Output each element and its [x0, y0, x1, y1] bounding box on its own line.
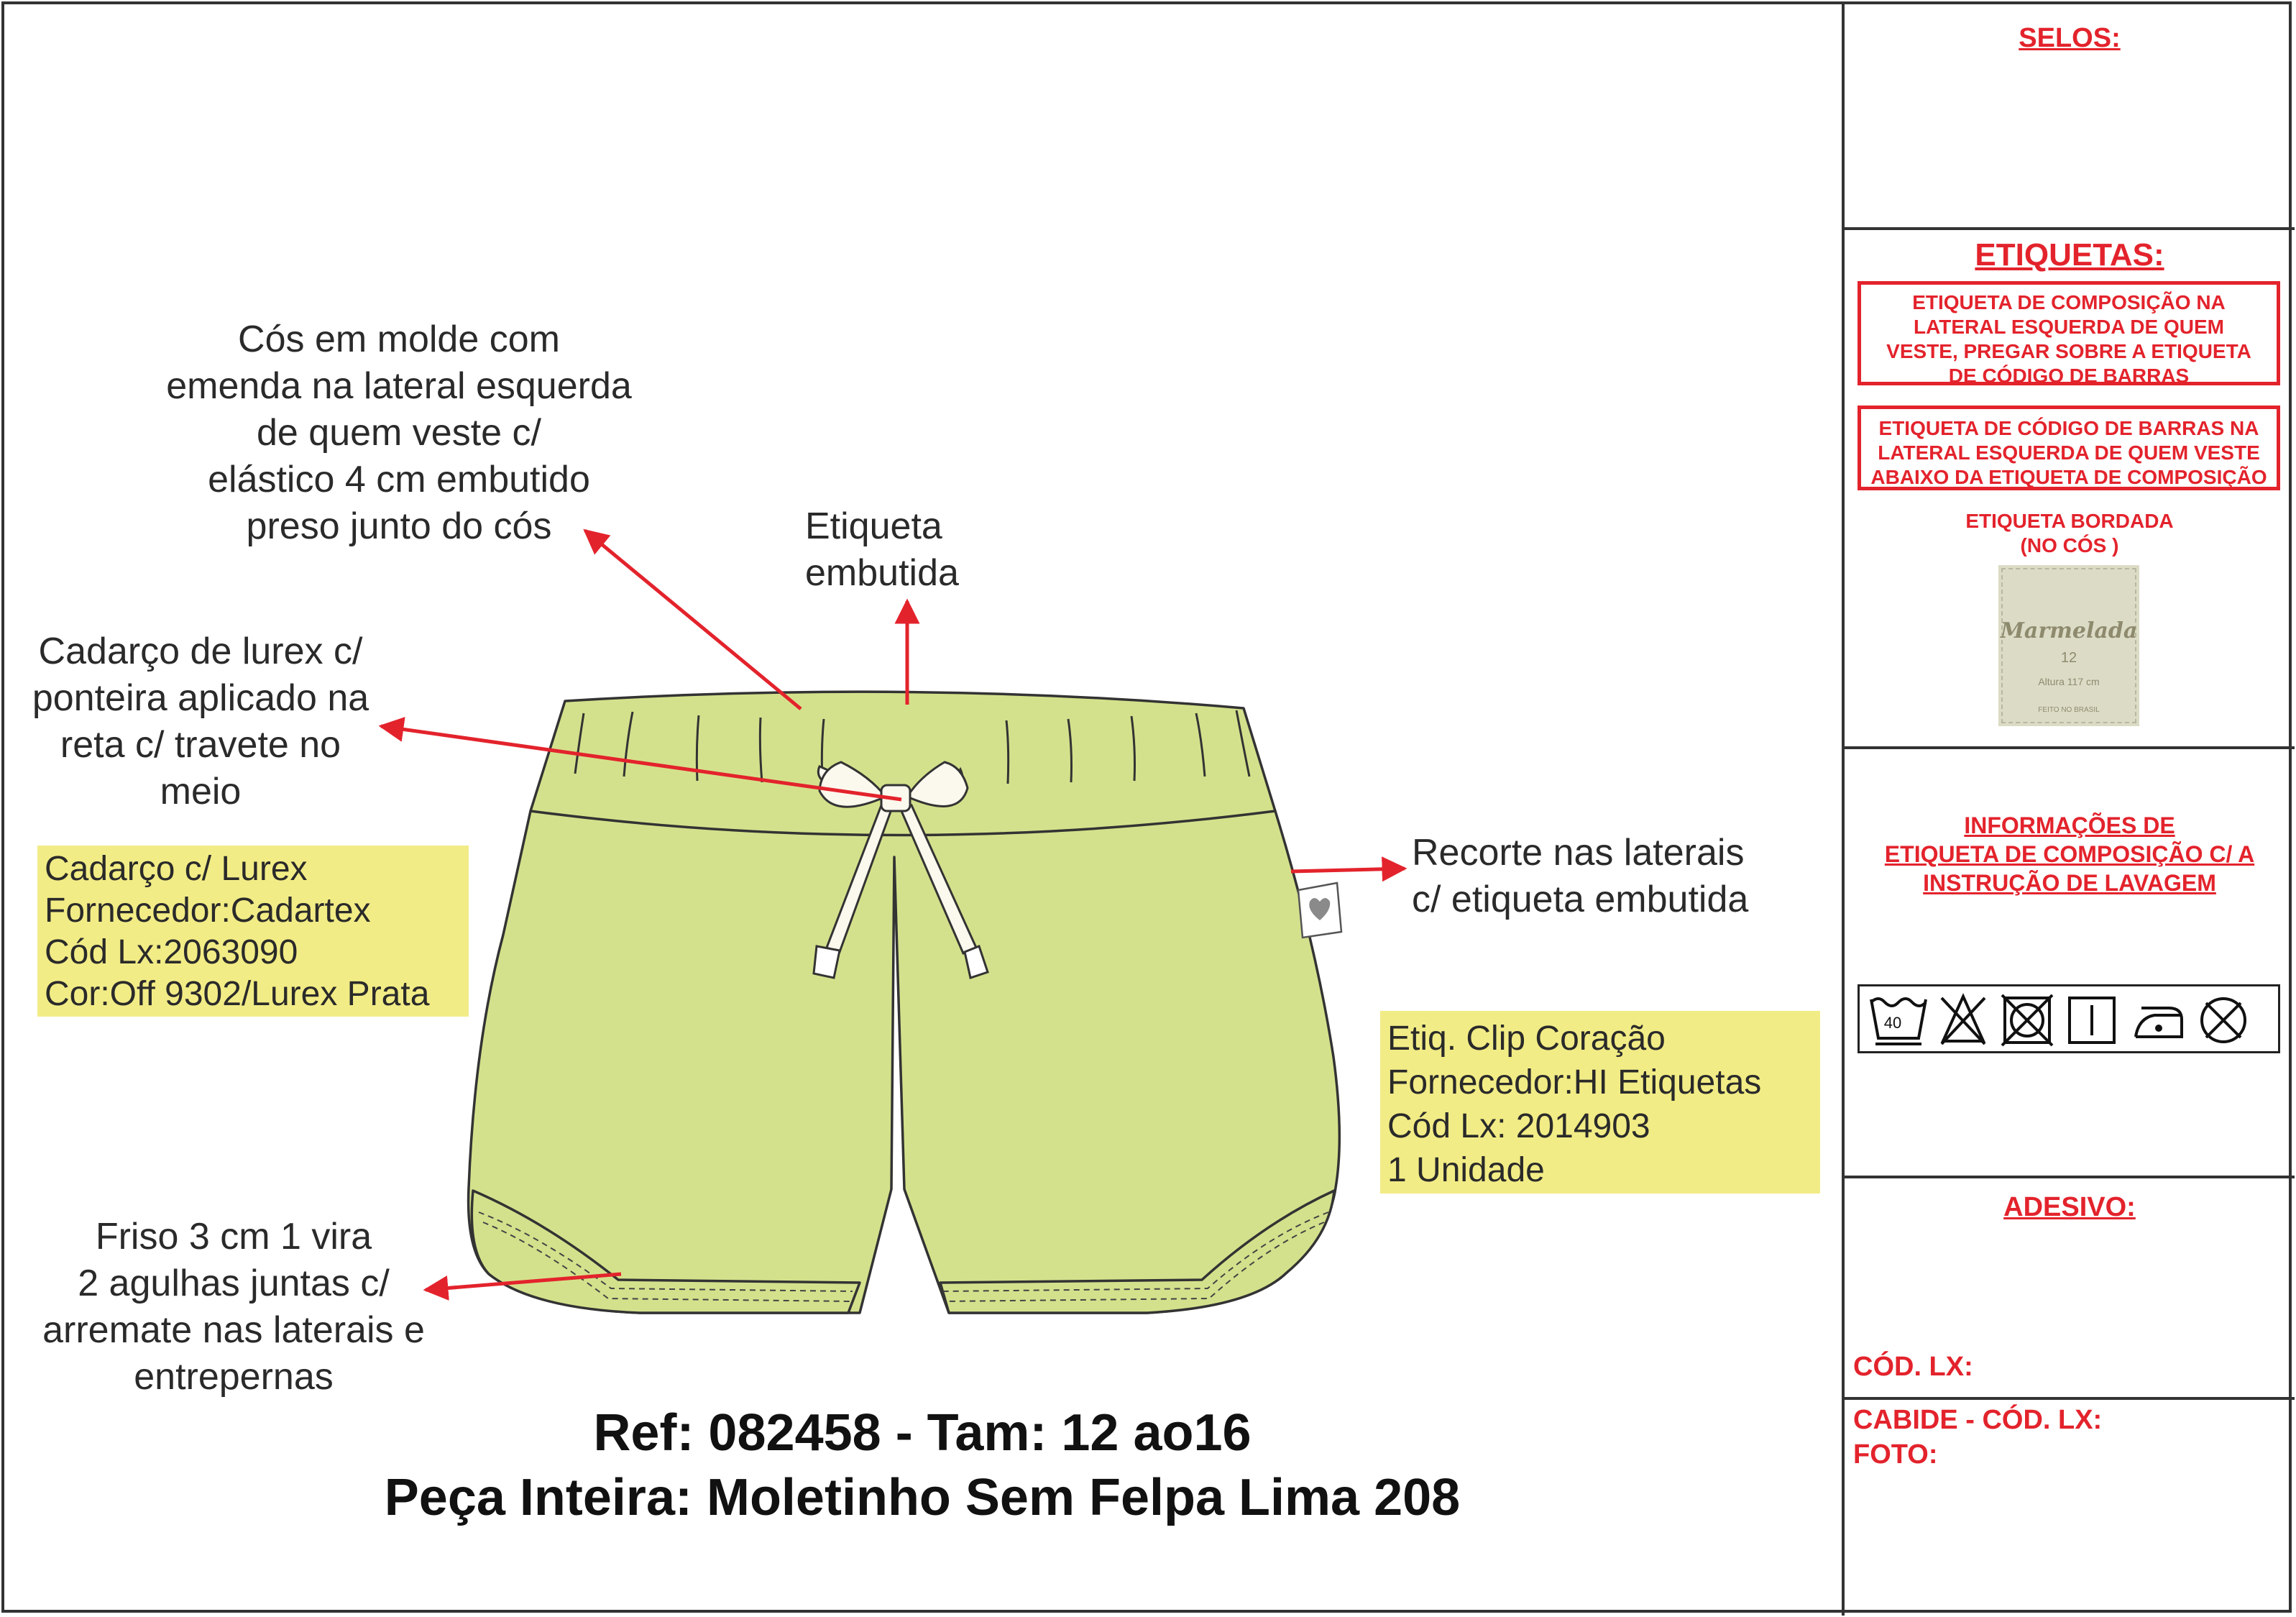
foto-label: FOTO: [1853, 1439, 1938, 1470]
callout-line: Recorte nas laterais [1412, 832, 1745, 874]
shorts-body [469, 811, 1340, 1313]
cabide-label: CABIDE - CÓD. LX: [1853, 1405, 2103, 1435]
barcode-label-box: ETIQUETA DE CÓDIGO DE BARRAS NA LATERAL ESQUERDA DE QUEM VESTE ABAIXO DA ETIQUETA DE COMPOSIÇÃO [1858, 406, 2280, 490]
callout-waistband [129, 316, 669, 550]
callout-hem [7, 1214, 460, 1401]
callout-line: c/ etiqueta embutida [1412, 879, 1749, 920]
callout-line: de quem veste c/ [257, 412, 541, 454]
wash-temperature: 40 [1883, 1014, 1902, 1032]
info-line: 1 Unidade [1387, 1151, 1545, 1189]
label-size: 12 [2060, 650, 2077, 666]
callout-line: preso junto do cós [246, 505, 552, 547]
wash-info-line1: INFORMAÇÕES DE [1964, 812, 2175, 838]
callout-line: ponteira aplicado na [32, 677, 369, 719]
info-line: Fornecedor:HI Etiquetas [1387, 1063, 1762, 1101]
callout-line: Etiqueta [805, 505, 942, 547]
arrow-waistband [585, 531, 801, 709]
info-line: Cód Lx:2063090 [45, 933, 298, 971]
callout-line: Cós em molde com [238, 319, 560, 360]
embroidered-label-line2: (NO CÓS ) [2020, 534, 2119, 556]
info-line: Fornecedor:Cadartex [45, 892, 371, 930]
lurex-info-box [37, 846, 469, 1017]
wash-info-line3: INSTRUÇÃO DE LAVAGEM [1923, 870, 2216, 896]
label-brand: Marmelada [2000, 618, 2138, 643]
info-line: Cadarço c/ Lurex [45, 850, 308, 888]
callout-line: 2 agulhas juntas c/ [78, 1263, 390, 1304]
callout-line: emenda na lateral esquerda [166, 365, 632, 407]
callout-drawstring [3, 628, 398, 815]
callout-line: entrepernas [134, 1356, 334, 1398]
adesivo-title: ADESIVO: [2003, 1192, 2136, 1222]
callout-line: elástico 4 cm embutido [208, 459, 590, 500]
callout-label [805, 503, 1014, 597]
label-made-in: FEITO NO BRASIL [2038, 706, 2100, 714]
callout-line: embutida [805, 552, 959, 594]
callout-line: meio [160, 771, 242, 812]
callout-line: Cadarço de lurex c/ [38, 631, 363, 672]
reference-code: Ref: 082458 - Tam: 12 ao16 [593, 1404, 1252, 1462]
embroidered-label-line1: ETIQUETA BORDADA [1965, 510, 2174, 532]
fabric-description: Peça Inteira: Moletinho Sem Felpa Lima 208 [384, 1469, 1461, 1526]
info-line: Cód Lx: 2014903 [1387, 1107, 1650, 1145]
callout-line: reta c/ travete no [60, 724, 341, 766]
info-line: Cor:Off 9302/Lurex Prata [45, 975, 430, 1013]
wash-info-line2: ETIQUETA DE COMPOSIÇÃO C/ A [1884, 841, 2255, 867]
label-height: Altura 117 cm [2038, 676, 2100, 687]
etiquetas-title: ETIQUETAS: [1975, 237, 2164, 272]
info-line: Etiq. Clip Coração [1387, 1020, 1666, 1058]
cod-lx-label: CÓD. LX: [1853, 1352, 1973, 1382]
callout-side-panel [1412, 830, 1814, 923]
heart-clip-icon [1298, 883, 1341, 938]
clip-info-box [1380, 1011, 1820, 1194]
composition-label-box: ETIQUETA DE COMPOSIÇÃO NA LATERAL ESQUERDA DE QUEM VESTE, PREGAR SOBRE A ETIQUETA DE CÓDIGO DE BARRAS [1858, 281, 2280, 385]
arrow-side-panel [1291, 869, 1405, 871]
callout-line: Friso 3 cm 1 vira [95, 1216, 372, 1258]
selos-title: SELOS: [2019, 23, 2121, 53]
callout-line: arremate nas laterais e [42, 1309, 425, 1351]
